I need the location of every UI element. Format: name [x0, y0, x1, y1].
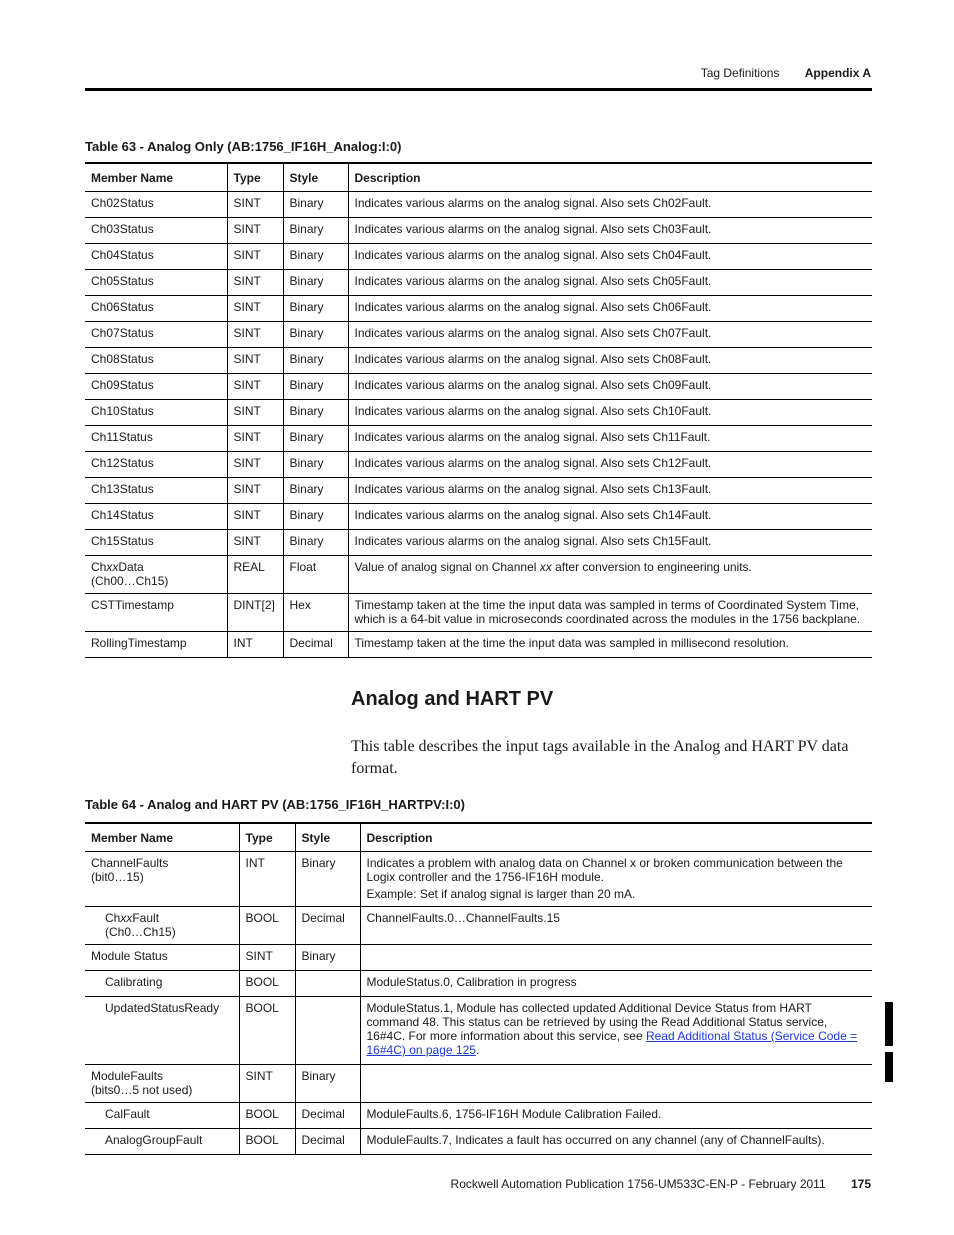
- header-rule: [85, 88, 872, 91]
- cell-style: Binary: [283, 452, 348, 478]
- cell-description: Indicates various alarms on the analog signal. Also sets Ch05Fault.: [348, 270, 872, 296]
- cell-style: [295, 997, 360, 1065]
- header-section: Tag Definitions: [700, 66, 780, 80]
- cell-description: Indicates various alarms on the analog signal. Also sets Ch02Fault.: [348, 192, 872, 218]
- cell-description: ModuleFaults.6, 1756-IF16H Module Calibration Failed.: [360, 1103, 872, 1129]
- header-appendix: Appendix A: [804, 66, 871, 80]
- cell-type: SINT: [239, 945, 295, 971]
- section-intro: This table describes the input tags available in the Analog and HART PV data format.: [351, 738, 849, 777]
- cell-type: SINT: [227, 426, 283, 452]
- cell-style: Binary: [283, 530, 348, 556]
- cell-type: SINT: [227, 452, 283, 478]
- table64: [85, 822, 872, 1155]
- cell-description: Indicates various alarms on the analog signal. Also sets Ch08Fault.: [348, 348, 872, 374]
- cell-name: Ch07Status: [85, 322, 227, 348]
- cell-style: Binary: [283, 218, 348, 244]
- table-row-csttimestamp: [85, 594, 872, 632]
- col-description: Description: [348, 163, 872, 192]
- cell-description: Indicates various alarms on the analog signal. Also sets Ch13Fault.: [348, 478, 872, 504]
- cell-description: Value of analog signal on Channel xx after conversion to engineering units.: [348, 556, 872, 594]
- cell-type: INT: [227, 632, 283, 658]
- cell-type: BOOL: [239, 971, 295, 997]
- cell-style: Decimal: [295, 1103, 360, 1129]
- cell-description: Indicates a problem with analog data on Channel x or broken communication between the Logix controller and the 1756-IF16H module. Example: Set if analog signal is larger than 20 mA.: [360, 852, 872, 907]
- cell-type: BOOL: [239, 907, 295, 945]
- cell-description: ModuleStatus.1, Module has collected updated Additional Device Status from HART command 48. This status can be retrieved by using the Read Additional Status service, 16#4C. For more information about this service, see Read Additional Status (Service Code = 16#4C) on page 125.: [360, 997, 872, 1065]
- cell-description: Indicates various alarms on the analog signal. Also sets Ch06Fault.: [348, 296, 872, 322]
- cell-style: Decimal: [295, 1129, 360, 1155]
- thumb-tab-marker: [885, 1052, 893, 1082]
- cell-name: ModuleFaults (bits0…5 not used): [85, 1065, 239, 1103]
- running-header: [701, 66, 871, 80]
- col-style: Style: [283, 163, 348, 192]
- table-row: [85, 530, 872, 556]
- cell-name: Ch11Status: [85, 426, 227, 452]
- cell-type: DINT[2]: [227, 594, 283, 632]
- cell-style: Binary: [295, 945, 360, 971]
- section-heading: Analog and HART PV: [351, 688, 554, 710]
- table63: [85, 162, 872, 658]
- cell-style: Binary: [283, 426, 348, 452]
- table-row: [85, 296, 872, 322]
- cell-name: Ch05Status: [85, 270, 227, 296]
- cell-description: Indicates various alarms on the analog signal. Also sets Ch09Fault.: [348, 374, 872, 400]
- cell-style: Binary: [295, 1065, 360, 1103]
- read-additional-status-link[interactable]: Read Additional Status (Service Code = 16#4C) on page 125: [366, 1029, 858, 1057]
- cell-type: SINT: [227, 218, 283, 244]
- table-row: [85, 478, 872, 504]
- table-row: [85, 374, 872, 400]
- cell-name: Ch03Status: [85, 218, 227, 244]
- cell-type: INT: [239, 852, 295, 907]
- cell-description: Timestamp taken at the time the input data was sampled in millisecond resolution.: [348, 632, 872, 658]
- cell-description: [360, 945, 872, 971]
- table-row: [85, 218, 872, 244]
- col-member-name: Member Name: [85, 163, 227, 192]
- cell-type: SINT: [227, 374, 283, 400]
- col-member-name: Member Name: [85, 823, 239, 852]
- cell-style: Decimal: [283, 632, 348, 658]
- table-row-channelfaults: [85, 852, 872, 907]
- cell-name: ChannelFaults (bit0…15): [85, 852, 239, 907]
- table-row: [85, 400, 872, 426]
- table63-caption: Table 63 - Analog Only (AB:1756_IF16H_Analog:I:0): [85, 139, 402, 154]
- cell-type: SINT: [227, 296, 283, 322]
- col-style: Style: [295, 823, 360, 852]
- col-type: Type: [227, 163, 283, 192]
- table-row: [85, 504, 872, 530]
- cell-type: SINT: [227, 400, 283, 426]
- cell-name: Module Status: [85, 945, 239, 971]
- col-description: Description: [360, 823, 872, 852]
- cell-style: Binary: [283, 296, 348, 322]
- cell-description: Timestamp taken at the time the input data was sampled in terms of Coordinated System Time, which is a 64-bit value in microseconds coordinated across the modules in the 1756 backplane.: [348, 594, 872, 632]
- cell-style: Hex: [283, 594, 348, 632]
- cell-name: AnalogGroupFault: [85, 1129, 239, 1155]
- cell-description: ModuleStatus.0, Calibration in progress: [360, 971, 872, 997]
- cell-style: Binary: [283, 504, 348, 530]
- cell-name: Ch02Status: [85, 192, 227, 218]
- example-note: Example: Set if analog signal is larger than 20 mA.: [366, 887, 636, 901]
- page-footer: [0, 1177, 871, 1191]
- cell-style: Binary: [283, 244, 348, 270]
- cell-name: Ch10Status: [85, 400, 227, 426]
- table63-header-row: [85, 163, 872, 192]
- cell-description: ModuleFaults.7, Indicates a fault has occurred on any channel (any of ChannelFaults).: [360, 1129, 872, 1155]
- table-row-analoggroupfault: [85, 1129, 872, 1155]
- cell-description: ChannelFaults.0…ChannelFaults.15: [360, 907, 872, 945]
- cell-name: ChxxFault (Ch0…Ch15): [85, 907, 239, 945]
- cell-name: Ch15Status: [85, 530, 227, 556]
- table-row-calfault: [85, 1103, 872, 1129]
- cell-type: SINT: [227, 244, 283, 270]
- cell-type: BOOL: [239, 1129, 295, 1155]
- cell-style: [295, 971, 360, 997]
- table-row: [85, 348, 872, 374]
- cell-type: SINT: [239, 1065, 295, 1103]
- cell-type: SINT: [227, 530, 283, 556]
- table-row: [85, 270, 872, 296]
- cell-type: BOOL: [239, 997, 295, 1065]
- page-number: 175: [850, 1177, 871, 1191]
- table-row: [85, 452, 872, 478]
- cell-name: Ch04Status: [85, 244, 227, 270]
- table-row: [85, 192, 872, 218]
- cell-description: Indicates various alarms on the analog signal. Also sets Ch11Fault.: [348, 426, 872, 452]
- cell-style: Binary: [283, 192, 348, 218]
- table-row-chxxfault: [85, 907, 872, 945]
- cell-name: CalFault: [85, 1103, 239, 1129]
- cell-name: Ch09Status: [85, 374, 227, 400]
- cell-description: Indicates various alarms on the analog signal. Also sets Ch03Fault.: [348, 218, 872, 244]
- table-row-chxxdata: [85, 556, 872, 594]
- cell-type: REAL: [227, 556, 283, 594]
- cell-style: Binary: [283, 322, 348, 348]
- cell-name: Ch13Status: [85, 478, 227, 504]
- cell-name: ChxxData (Ch00…Ch15): [85, 556, 227, 594]
- table-row: [85, 244, 872, 270]
- col-type: Type: [239, 823, 295, 852]
- cell-type: SINT: [227, 192, 283, 218]
- cell-name: Ch06Status: [85, 296, 227, 322]
- cell-description: Indicates various alarms on the analog signal. Also sets Ch04Fault.: [348, 244, 872, 270]
- table64-caption: Table 64 - Analog and HART PV (AB:1756_IF16H_HARTPV:I:0): [85, 797, 465, 812]
- table-row-modulestatus: [85, 945, 872, 971]
- cell-type: BOOL: [239, 1103, 295, 1129]
- cell-name: Calibrating: [85, 971, 239, 997]
- cell-description: Indicates various alarms on the analog signal. Also sets Ch07Fault.: [348, 322, 872, 348]
- table-row: [85, 426, 872, 452]
- cell-style: Binary: [295, 852, 360, 907]
- cell-type: SINT: [227, 478, 283, 504]
- cell-style: Binary: [283, 478, 348, 504]
- table-row-modulefaults: [85, 1065, 872, 1103]
- cell-name: Ch08Status: [85, 348, 227, 374]
- cell-name: UpdatedStatusReady: [85, 997, 239, 1065]
- footer-publication: Rockwell Automation Publication 1756-UM533C-EN-P - February 2011: [450, 1177, 826, 1191]
- cell-style: Binary: [283, 270, 348, 296]
- thumb-tab-marker: [885, 1002, 893, 1046]
- cell-name: RollingTimestamp: [85, 632, 227, 658]
- cell-style: Binary: [283, 348, 348, 374]
- table-row-rollingtimestamp: [85, 632, 872, 658]
- cell-type: SINT: [227, 348, 283, 374]
- cell-description: Indicates various alarms on the analog signal. Also sets Ch15Fault.: [348, 530, 872, 556]
- cell-type: SINT: [227, 504, 283, 530]
- cell-description: Indicates various alarms on the analog signal. Also sets Ch14Fault.: [348, 504, 872, 530]
- cell-name: Ch14Status: [85, 504, 227, 530]
- table64-header-row: [85, 823, 872, 852]
- cell-type: SINT: [227, 270, 283, 296]
- cell-style: Binary: [283, 400, 348, 426]
- cell-type: SINT: [227, 322, 283, 348]
- table-row-calibrating: [85, 971, 872, 997]
- cell-style: Decimal: [295, 907, 360, 945]
- cell-description: Indicates various alarms on the analog signal. Also sets Ch10Fault.: [348, 400, 872, 426]
- cell-description: Indicates various alarms on the analog signal. Also sets Ch12Fault.: [348, 452, 872, 478]
- cell-description: [360, 1065, 872, 1103]
- cell-name: CSTTimestamp: [85, 594, 227, 632]
- table-row-updatedstatusready: [85, 997, 872, 1065]
- cell-name: Ch12Status: [85, 452, 227, 478]
- cell-style: Binary: [283, 374, 348, 400]
- table-row: [85, 322, 872, 348]
- cell-style: Float: [283, 556, 348, 594]
